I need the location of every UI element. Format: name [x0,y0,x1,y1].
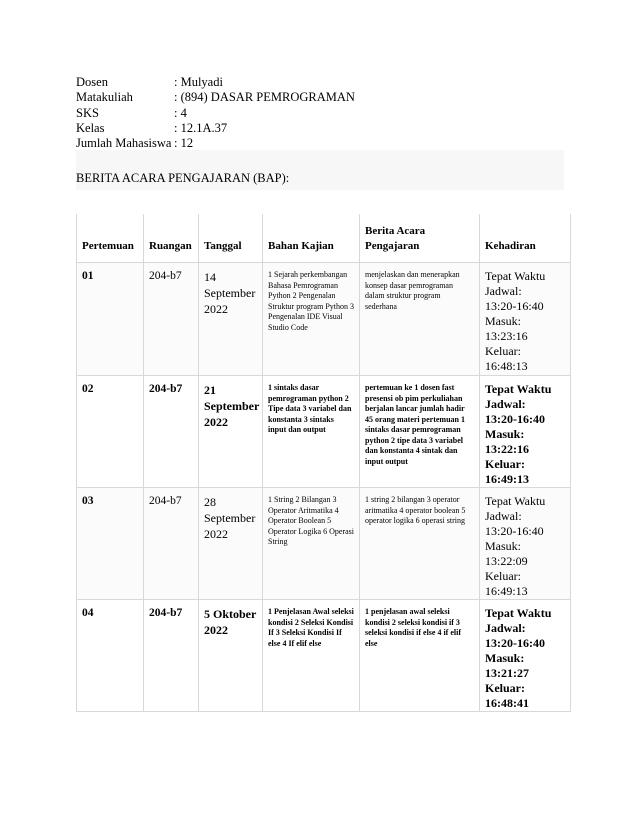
tanggal-cell: 14 September 2022 [199,263,263,376]
bahan-kajian-cell: 1 Sejarah perkembangan Bahasa Pemrograman Python 2 Pengenalan Struktur program Python 3 Pengenalan IDE Visual Studio Code [263,263,360,376]
ruangan-cell: 204-b7 [144,488,199,600]
keluar-label: Keluar: [485,457,525,471]
table-row [77,376,571,488]
masuk-label: Masuk: [485,651,525,665]
keluar-value: 16:49:13 [485,472,529,486]
kehadiran-cell [480,488,571,600]
status-text: Tepat Waktu [485,494,546,508]
pertemuan-cell: 02 [77,376,144,488]
header-bahan-kajian: Bahan Kajian [263,214,360,263]
header-ruangan: Ruangan [144,214,199,263]
masuk-value: 13:21:27 [485,666,529,680]
masuk-value: 13:22:09 [485,554,528,568]
info-row-dosen [76,75,355,90]
masuk-value: 13:22:16 [485,442,529,456]
header-tanggal: Tanggal [199,214,263,263]
jadwal-label: Jadwal: [485,284,522,298]
tanggal-cell: 28 September 2022 [199,488,263,600]
ruangan-cell: 204-b7 [144,376,199,488]
kehadiran-cell [480,263,571,376]
table-row [77,488,571,600]
bap-title: BERITA ACARA PENGAJARAN (BAP): [76,171,290,185]
pertemuan-cell: 01 [77,263,144,376]
tanggal-cell: 21 September 2022 [199,376,263,488]
lecture-info [76,75,355,151]
header-kehadiran: Kehadiran [480,214,571,263]
info-value: : 4 [174,105,187,120]
info-value: : Mulyadi [174,75,223,89]
jadwal-label: Jadwal: [485,509,522,523]
status-text: Tepat Waktu [485,382,552,396]
masuk-label: Masuk: [485,427,525,441]
info-label: Kelas [76,120,105,135]
keluar-label: Keluar: [485,569,521,583]
berita-acara-cell: menjelaskan dan menerapkan konsep dasar pemrograman dalam struktur program sederhana [360,263,480,376]
header-berita-acara: Berita Acara Pengajaran [360,214,480,263]
header-pertemuan: Pertemuan [77,214,144,263]
info-value: : 12 [174,136,194,151]
info-label: SKS [76,105,99,120]
jadwal-value: 13:20-16:40 [485,299,544,313]
keluar-value: 16:48:13 [485,359,528,373]
pertemuan-cell: 03 [77,488,144,600]
info-value: : 12.1A.37 [174,120,228,135]
masuk-value: 13:23:16 [485,329,528,343]
jadwal-value: 13:20-16:40 [485,524,544,538]
bahan-kajian-cell: 1 sintaks dasar pemrograman python 2 Tipe data 3 variabel dan konstanta 3 sintaks input dan output [263,376,360,488]
info-row-kelas [76,121,355,136]
kehadiran-cell [480,376,571,488]
berita-acara-cell: pertemuan ke 1 dosen fast presensi ob pim perkuliahan berjalan lancar jumlah hadir 45 orang materi pertemuan 1 sintaks dasar pemrograman python 2 tipe data 3 variabel dan konstanta 4 sintak dan input output [360,376,480,488]
info-label: Jumlah Mahasiswa [76,136,172,151]
table-row [77,600,571,712]
table-header-row [77,214,571,263]
info-value: : (894) DASAR PEMROGRAMAN [174,90,355,105]
jadwal-label: Jadwal: [485,397,526,411]
masuk-label: Masuk: [485,539,521,553]
info-label: Dosen [76,75,108,89]
status-text: Tepat Waktu [485,606,552,620]
masuk-label: Masuk: [485,314,521,328]
berita-acara-cell: 1 penjelasan awal seleksi kondisi 2 seleksi kondisi if 3 seleksi kondisi if else 4 if elif else [360,600,480,712]
jadwal-value: 13:20-16:40 [485,412,545,426]
info-row-matakuliah [76,90,355,105]
bahan-kajian-cell: 1 String 2 Bilangan 3 Operator Aritmatika 4 Operator Boolean 5 Operator Logika 6 Operasi String [263,488,360,600]
kehadiran-cell [480,600,571,712]
tanggal-cell: 5 Oktober 2022 [199,600,263,712]
info-row-sks [76,106,355,121]
ruangan-cell: 204-b7 [144,263,199,376]
ruangan-cell: 204-b7 [144,600,199,712]
table-row [77,263,571,376]
jadwal-label: Jadwal: [485,621,526,635]
keluar-label: Keluar: [485,344,521,358]
bahan-kajian-cell: 1 Penjelasan Awal seleksi kondisi 2 Seleksi Kondisi If 3 Seleksi Kondisi If else 4 If elif else [263,600,360,712]
status-text: Tepat Waktu [485,269,546,283]
bap-table [76,214,571,712]
keluar-value: 16:48:41 [485,696,529,710]
jadwal-value: 13:20-16:40 [485,636,545,650]
berita-acara-cell: 1 string 2 bilangan 3 operator aritmatika 4 operator boolean 5 operator logika 6 operasi string [360,488,480,600]
info-label: Matakuliah [76,90,133,105]
keluar-value: 16:49:13 [485,584,528,598]
keluar-label: Keluar: [485,681,525,695]
pertemuan-cell: 04 [77,600,144,712]
